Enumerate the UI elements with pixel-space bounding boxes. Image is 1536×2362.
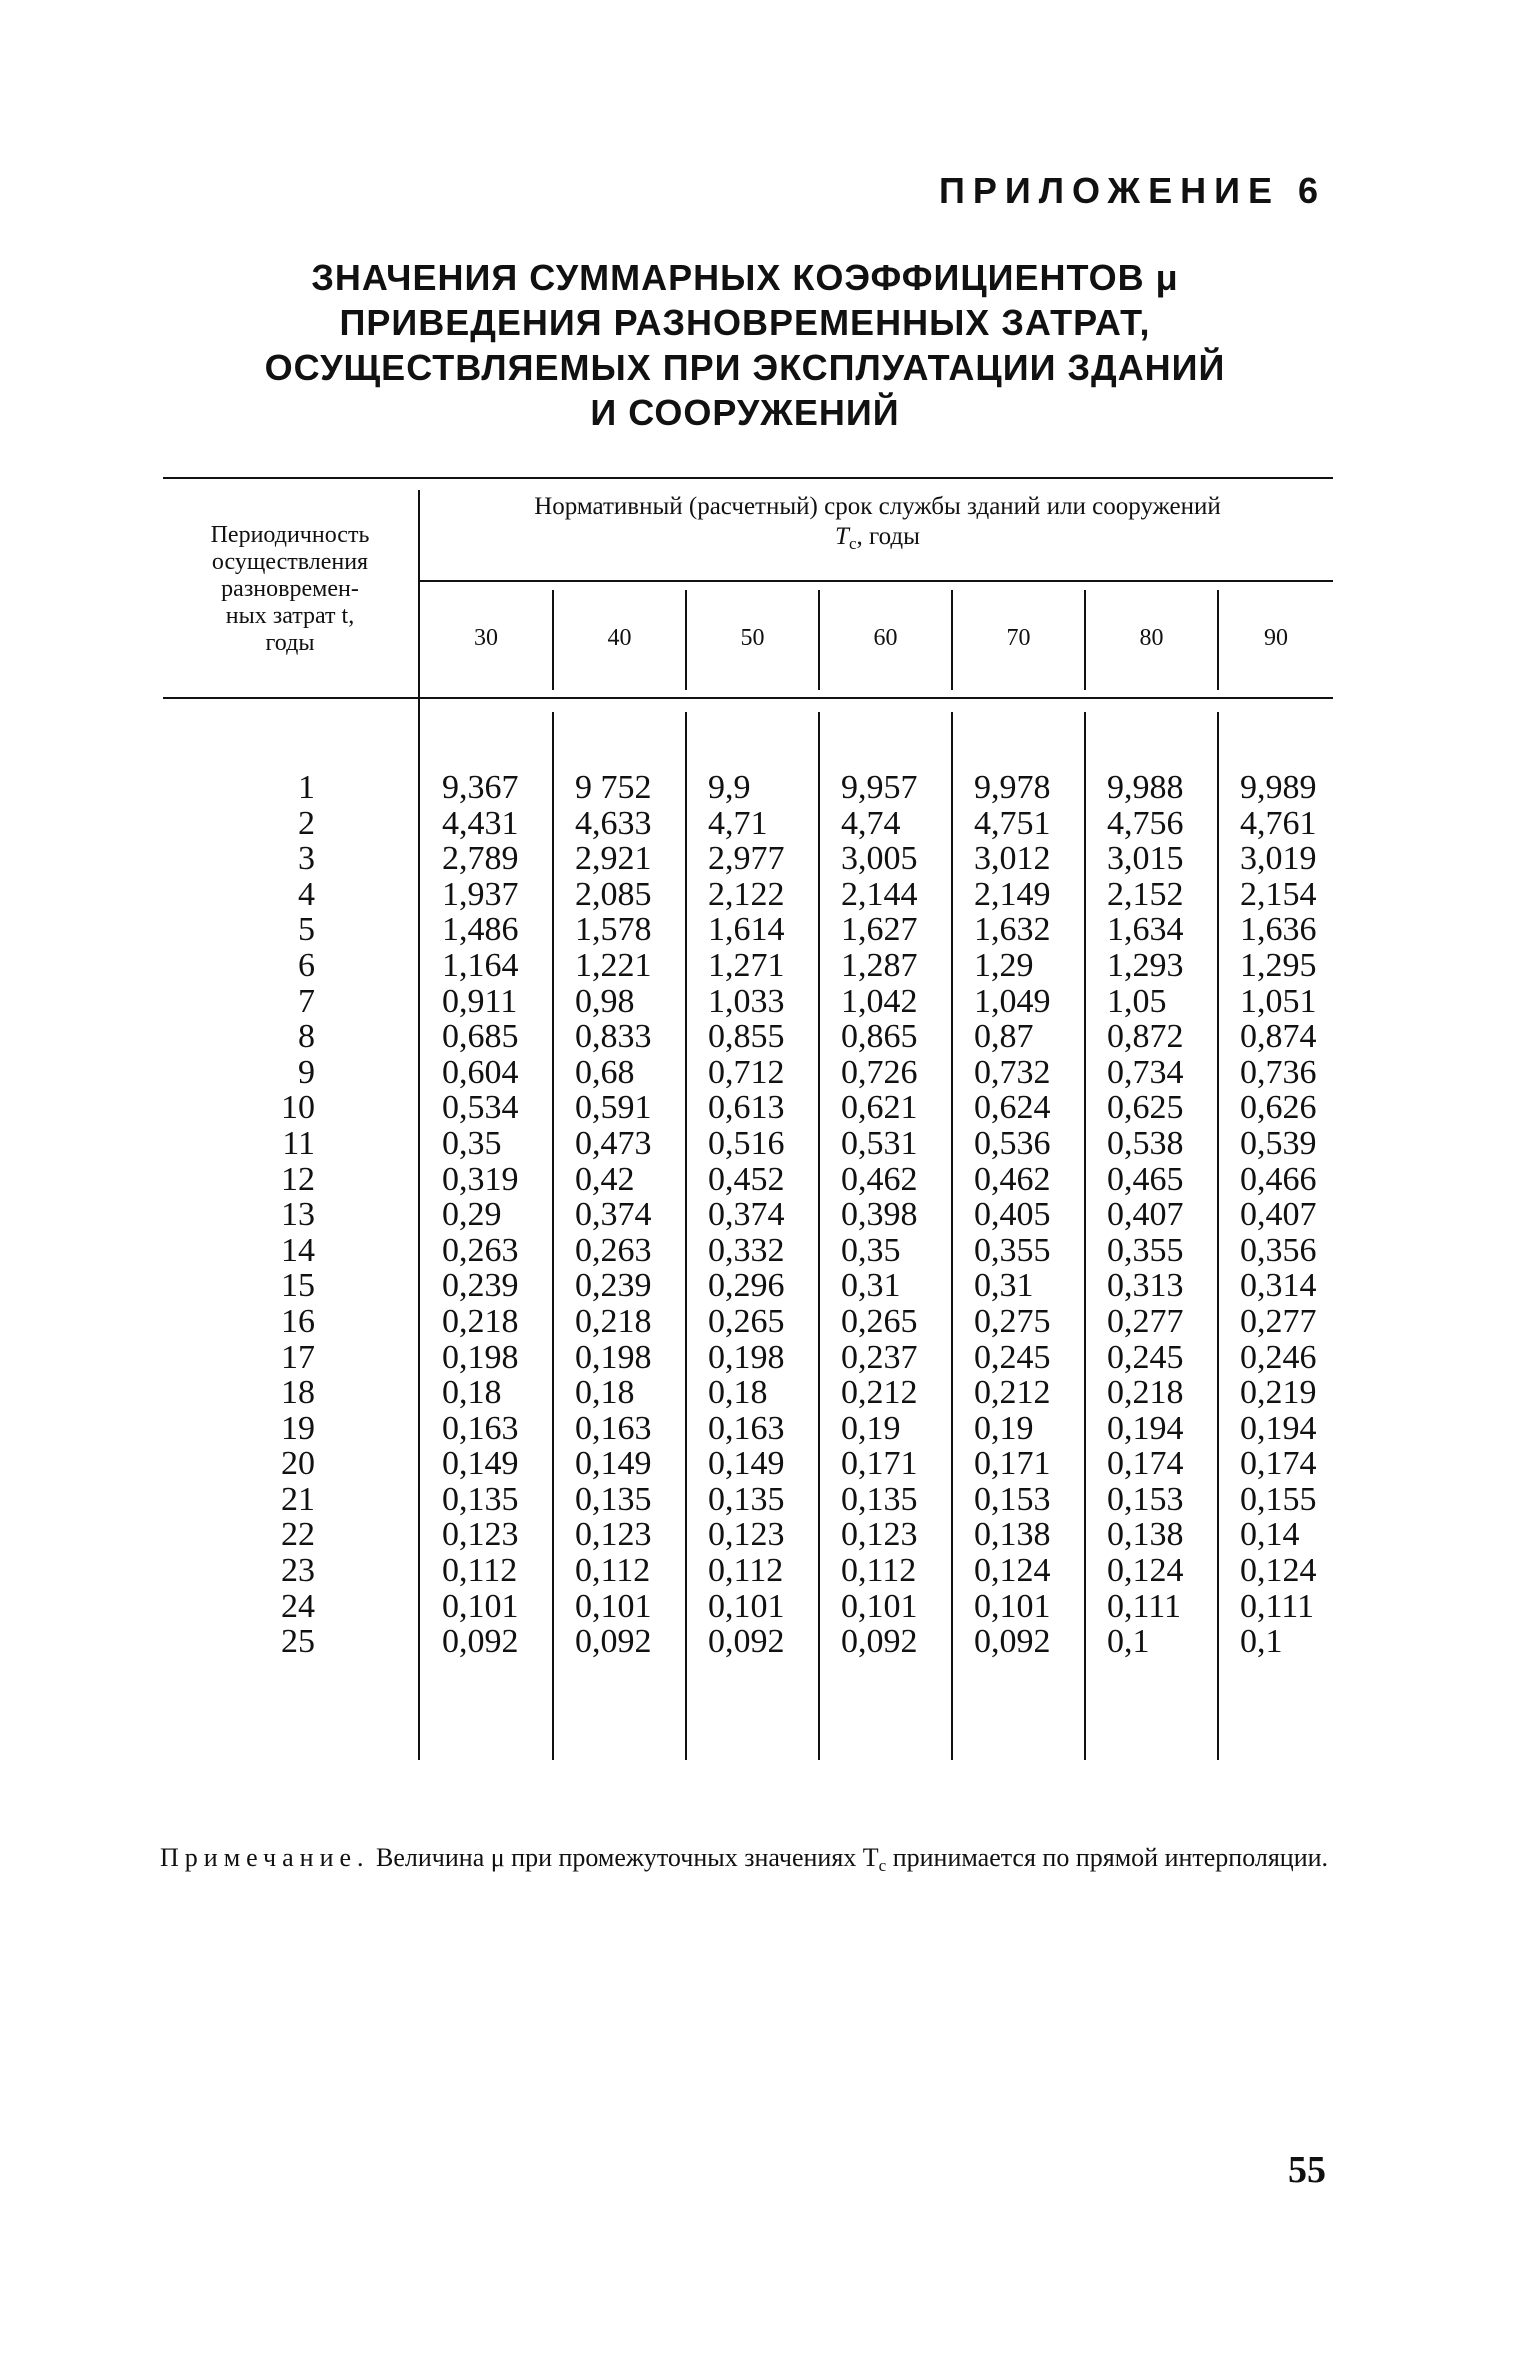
table-cell: 0,138: [974, 1516, 1051, 1554]
table-cell: 0,239: [575, 1267, 652, 1305]
row-number: 24: [281, 1587, 315, 1625]
table-cell: 0,626: [1240, 1089, 1317, 1127]
table-cell: 0,14: [1240, 1516, 1300, 1554]
table-cell: 9,978: [974, 769, 1051, 806]
row-header-line: Периодичность: [210, 522, 370, 548]
page-number: 55: [1288, 2149, 1326, 2191]
table-cell: 0,18: [708, 1374, 768, 1412]
table-cell: 0,1: [1240, 1623, 1283, 1661]
table-cell: 0,872: [1107, 1018, 1184, 1056]
row-number: 9: [298, 1053, 315, 1091]
column-header: 30: [474, 625, 498, 651]
table-cell: 0,135: [841, 1480, 918, 1518]
table-cell: 0,604: [442, 1053, 519, 1091]
table-cell: 0,123: [442, 1516, 519, 1554]
table-cell: 0,277: [1240, 1302, 1317, 1340]
table-cell: 0,212: [974, 1374, 1051, 1412]
table-cell: 0,263: [575, 1231, 652, 1269]
row-header-line: осуществления: [211, 549, 369, 575]
table-cell: 2,122: [708, 875, 785, 913]
table-cell: 0,865: [841, 1018, 918, 1056]
span-header-line2: [420, 522, 1335, 559]
table-cell: 1,29: [974, 946, 1034, 984]
table-cell: 0,092: [575, 1623, 652, 1661]
value-column-30: [442, 770, 519, 1660]
table-cell: 0,712: [708, 1053, 785, 1091]
table-cell: 0,092: [841, 1623, 918, 1661]
table-cell: 0,68: [575, 1053, 635, 1091]
table-cell: 0,35: [841, 1231, 901, 1269]
table-cell: 0,123: [575, 1516, 652, 1554]
column-header: 90: [1264, 625, 1288, 651]
table-cell: 0,265: [708, 1302, 785, 1340]
table-cell: 0,277: [1107, 1302, 1184, 1340]
table-cell: 2,152: [1107, 875, 1184, 913]
table-cell: 1,271: [708, 946, 785, 984]
value-column-80: [1107, 770, 1184, 1660]
table-cell: 0,155: [1240, 1480, 1317, 1518]
table-cell: 1,486: [442, 911, 519, 949]
table-cell: 0,198: [708, 1338, 785, 1376]
table-cell: 0,135: [575, 1480, 652, 1518]
column-header: 60: [873, 625, 898, 651]
table-cell: 0,163: [575, 1409, 652, 1447]
table-cell: 1,578: [575, 911, 652, 949]
table-cell: 0,313: [1107, 1267, 1184, 1305]
table-cell: 0,124: [974, 1552, 1051, 1590]
table-cell: 0,833: [575, 1018, 652, 1056]
table-cell: 0,174: [1240, 1445, 1317, 1483]
row-number: 7: [298, 982, 315, 1020]
table-cell: 0,98: [575, 982, 635, 1020]
table-cell: 0,218: [442, 1302, 519, 1340]
note-text-2: принимается по прямой интерполяции.: [892, 1843, 1329, 1872]
note-label: Примечание.: [160, 1843, 370, 1872]
table-cell: 0,465: [1107, 1160, 1184, 1198]
table-cell: 9,9: [708, 769, 751, 806]
column-divider: [685, 712, 687, 1760]
table-cell: 0,42: [575, 1160, 635, 1198]
table-cell: 1,632: [974, 911, 1051, 949]
table-divider: [418, 490, 420, 1760]
header-bottom-rule: [163, 697, 1333, 699]
column-header: 80: [1139, 625, 1164, 651]
table-cell: 0,19: [841, 1409, 901, 1447]
table-cell: 1,295: [1240, 946, 1317, 984]
table-cell: 0,18: [442, 1374, 502, 1412]
table-cell: 1,164: [442, 946, 519, 984]
value-column-40: [575, 770, 652, 1660]
table-cell: 0,534: [442, 1089, 519, 1127]
table-cell: 0,516: [708, 1124, 785, 1162]
table-cell: 0,726: [841, 1053, 918, 1091]
column-divider: [951, 712, 953, 1760]
row-number: 25: [281, 1623, 315, 1661]
row-number: 12: [281, 1160, 315, 1198]
table-cell: 0,462: [974, 1160, 1051, 1198]
title-line: ПРИВЕДЕНИЯ РАЗНОВРЕМЕННЫХ ЗАТРАТ,: [339, 302, 1151, 343]
value-column-70: [974, 770, 1051, 1660]
row-number: 6: [298, 946, 315, 984]
table-cell: 4,71: [708, 804, 768, 842]
table-cell: 3,005: [841, 840, 918, 878]
table-cell: 0,263: [442, 1231, 519, 1269]
row-number: 10: [281, 1089, 315, 1127]
table-cell: 9,988: [1107, 769, 1184, 806]
table-cell: 0,198: [575, 1338, 652, 1376]
table-cell: 0,194: [1107, 1409, 1184, 1447]
table-cell: 1,221: [575, 946, 652, 984]
table-cell: 0,198: [442, 1338, 519, 1376]
table-cell: 0,613: [708, 1089, 785, 1127]
table-cell: 0,112: [442, 1552, 518, 1590]
header-sub-rule: [420, 580, 1333, 582]
t-subscript: с: [848, 534, 857, 553]
table-cell: 1,033: [708, 982, 785, 1020]
row-number: 13: [281, 1196, 315, 1234]
table-cell: 1,042: [841, 982, 918, 1020]
table-cell: 0,174: [1107, 1445, 1184, 1483]
table-cell: 0,111: [1240, 1587, 1314, 1625]
table-cell: 4,761: [1240, 804, 1317, 842]
table-cell: 0,911: [442, 982, 518, 1020]
table-cell: 0,171: [974, 1445, 1051, 1483]
table-cell: 0,265: [841, 1302, 918, 1340]
span-header-tail: , годы: [856, 523, 920, 550]
table-cell: 0,123: [841, 1516, 918, 1554]
table-cell: 0,732: [974, 1053, 1051, 1091]
table-cell: 0,19: [974, 1409, 1034, 1447]
table-cell: 1,634: [1107, 911, 1184, 949]
table-cell: 0,212: [841, 1374, 918, 1412]
table-cell: 0,734: [1107, 1053, 1184, 1091]
row-number: 23: [281, 1552, 315, 1590]
column-header: 50: [740, 625, 765, 651]
table-cell: 0,355: [974, 1231, 1051, 1269]
table-cell: 0,374: [708, 1196, 785, 1234]
table-cell: 4,751: [974, 804, 1051, 842]
table-cell: 0,31: [841, 1267, 901, 1305]
table-cell: 0,35: [442, 1124, 502, 1162]
table-cell: 0,536: [974, 1124, 1051, 1162]
table-cell: 1,293: [1107, 946, 1184, 984]
table-cell: 4,633: [575, 804, 652, 842]
row-number: 2: [298, 804, 315, 842]
table-cell: 1,051: [1240, 982, 1317, 1020]
table-cell: 0,112: [575, 1552, 651, 1590]
table-cell: 0,101: [575, 1587, 652, 1625]
page-title: [160, 255, 1330, 435]
table-cell: 0,624: [974, 1089, 1051, 1127]
table-cell: 9,989: [1240, 769, 1317, 806]
table-cell: 0,218: [575, 1302, 652, 1340]
table-cell: 2,154: [1240, 875, 1317, 913]
table-cell: 0,239: [442, 1267, 519, 1305]
table-cell: 0,855: [708, 1018, 785, 1056]
table-cell: 0,112: [708, 1552, 784, 1590]
column-divider: [552, 712, 554, 1760]
footnote: [160, 1838, 1330, 1886]
table-cell: 9,367: [442, 769, 519, 806]
table-cell: 4,431: [442, 804, 519, 842]
table-cell: 0,462: [841, 1160, 918, 1198]
value-column-50: [708, 770, 785, 1660]
table-cell: 0,092: [708, 1623, 785, 1661]
table-cell: 0,87: [974, 1018, 1034, 1056]
table-cell: 0,124: [1107, 1552, 1184, 1590]
table-cell: 0,245: [974, 1338, 1051, 1376]
table-cell: 0,135: [708, 1480, 785, 1518]
table-cell: 0,407: [1107, 1196, 1184, 1234]
column-divider: [818, 712, 820, 1760]
t-symbol: T: [835, 523, 849, 550]
row-header-line: ных затрат t,: [225, 603, 355, 629]
table-cell: 0,374: [575, 1196, 652, 1234]
table-cell: 2,921: [575, 840, 652, 878]
note-subscript: с: [878, 1856, 887, 1875]
table-cell: 0,319: [442, 1160, 519, 1198]
table-cell: 9 752: [575, 769, 652, 806]
table-cell: 0,275: [974, 1302, 1051, 1340]
table-cell: 1,627: [841, 911, 918, 949]
row-number: 21: [281, 1480, 315, 1518]
table-cell: 0,591: [575, 1089, 652, 1127]
table-cell: 0,452: [708, 1160, 785, 1198]
table-cell: 2,085: [575, 875, 652, 913]
column-divider: [1217, 712, 1219, 1760]
title-line: ЗНАЧЕНИЯ СУММАРНЫХ КОЭФФИЦИЕНТОВ μ: [311, 257, 1179, 298]
table-cell: 3,012: [974, 840, 1051, 878]
row-number: 15: [281, 1267, 315, 1305]
row-number: 5: [298, 911, 315, 949]
table-cell: 0,123: [708, 1516, 785, 1554]
column-header: 40: [607, 625, 632, 651]
table-cell: 0,314: [1240, 1267, 1317, 1305]
table-cell: 0,29: [442, 1196, 502, 1234]
table-cell: 0,685: [442, 1018, 519, 1056]
span-header: [420, 492, 1335, 559]
table-cell: 0,149: [575, 1445, 652, 1483]
table-cell: 1,614: [708, 911, 785, 949]
table-cell: 0,171: [841, 1445, 918, 1483]
table-cell: 0,092: [974, 1623, 1051, 1661]
table-cell: 0,135: [442, 1480, 519, 1518]
table-cell: 0,101: [708, 1587, 785, 1625]
table-cell: 0,538: [1107, 1124, 1184, 1162]
table-cell: 0,332: [708, 1231, 785, 1269]
title-line: И СООРУЖЕНИЙ: [590, 392, 900, 433]
table-cell: 0,153: [1107, 1480, 1184, 1518]
table-cell: 0,219: [1240, 1374, 1317, 1412]
table-cell: 0,18: [575, 1374, 635, 1412]
table-cell: 0,531: [841, 1124, 918, 1162]
table-top-rule: [163, 477, 1333, 479]
table-cell: 2,149: [974, 875, 1051, 913]
table-cell: 0,296: [708, 1267, 785, 1305]
table-cell: 1,636: [1240, 911, 1317, 949]
table-cell: 0,621: [841, 1089, 918, 1127]
table-cell: 0,149: [708, 1445, 785, 1483]
table-cell: 0,466: [1240, 1160, 1317, 1198]
table-cell: 3,015: [1107, 840, 1184, 878]
table-cell: 0,736: [1240, 1053, 1317, 1091]
table-cell: 1,937: [442, 875, 519, 913]
table-cell: 0,625: [1107, 1089, 1184, 1127]
table-cell: 9,957: [841, 769, 918, 806]
table-cell: 0,1: [1107, 1623, 1150, 1661]
row-number: 19: [281, 1409, 315, 1447]
column-header: 70: [1006, 625, 1031, 651]
table-cell: 1,287: [841, 946, 918, 984]
table-cell: 0,245: [1107, 1338, 1184, 1376]
row-number: 17: [281, 1338, 315, 1376]
table-cell: 0,355: [1107, 1231, 1184, 1269]
table-cell: 0,405: [974, 1196, 1051, 1234]
table-cell: 0,473: [575, 1124, 652, 1162]
row-number: 1: [298, 769, 315, 806]
row-number: 11: [282, 1124, 315, 1162]
table-cell: 1,05: [1107, 982, 1167, 1020]
span-header-line: Нормативный (расчетный) срок службы зданий или сооружений: [534, 493, 1221, 520]
value-column-60: [841, 770, 918, 1660]
table-cell: 0,163: [442, 1409, 519, 1447]
table-cell: 0,356: [1240, 1231, 1317, 1269]
table-cell: 4,74: [841, 804, 901, 842]
table-cell: 0,092: [442, 1623, 519, 1661]
row-number: 16: [281, 1302, 315, 1340]
table-cell: 0,149: [442, 1445, 519, 1483]
table-cell: 0,31: [974, 1267, 1034, 1305]
table-cell: 4,756: [1107, 804, 1184, 842]
note-text: Величина μ при промежуточных значениях T: [376, 1843, 879, 1872]
table-cell: 0,237: [841, 1338, 918, 1376]
row-header-line: годы: [265, 630, 315, 656]
table-cell: 0,163: [708, 1409, 785, 1447]
value-column-90: [1240, 770, 1317, 1660]
table-cell: 0,218: [1107, 1374, 1184, 1412]
row-number: 8: [298, 1018, 315, 1056]
table-cell: 2,789: [442, 840, 519, 878]
row-header: [165, 522, 415, 657]
table-cell: 0,101: [841, 1587, 918, 1625]
table-cell: 0,138: [1107, 1516, 1184, 1554]
table-cell: 0,194: [1240, 1409, 1317, 1447]
column-divider: [1084, 712, 1086, 1760]
title-line: ОСУЩЕСТВЛЯЕМЫХ ПРИ ЭКСПЛУАТАЦИИ ЗДАНИЙ: [264, 347, 1226, 388]
table-cell: 0,407: [1240, 1196, 1317, 1234]
row-number: 3: [298, 840, 315, 878]
table-cell: 3,019: [1240, 840, 1317, 878]
table-cell: 2,977: [708, 840, 785, 878]
row-number: 18: [281, 1374, 315, 1412]
row-number-column: [200, 770, 315, 1660]
table-cell: 2,144: [841, 875, 918, 913]
table-cell: 0,111: [1107, 1587, 1181, 1625]
table-cell: 0,153: [974, 1480, 1051, 1518]
table-cell: 0,101: [442, 1587, 519, 1625]
table-cell: 0,112: [841, 1552, 917, 1590]
appendix-label: ПРИЛОЖЕНИЕ 6: [938, 170, 1326, 211]
row-number: 20: [281, 1445, 315, 1483]
table-cell: 0,101: [974, 1587, 1051, 1625]
row-number: 4: [298, 875, 315, 913]
row-number: 14: [281, 1231, 315, 1269]
table-cell: 0,539: [1240, 1124, 1317, 1162]
row-number: 22: [281, 1516, 315, 1554]
table-cell: 0,124: [1240, 1552, 1317, 1590]
table-cell: 0,398: [841, 1196, 918, 1234]
table-cell: 1,049: [974, 982, 1051, 1020]
row-header-line: разновремен-: [221, 576, 359, 602]
table-cell: 0,246: [1240, 1338, 1317, 1376]
table-cell: 0,874: [1240, 1018, 1317, 1056]
